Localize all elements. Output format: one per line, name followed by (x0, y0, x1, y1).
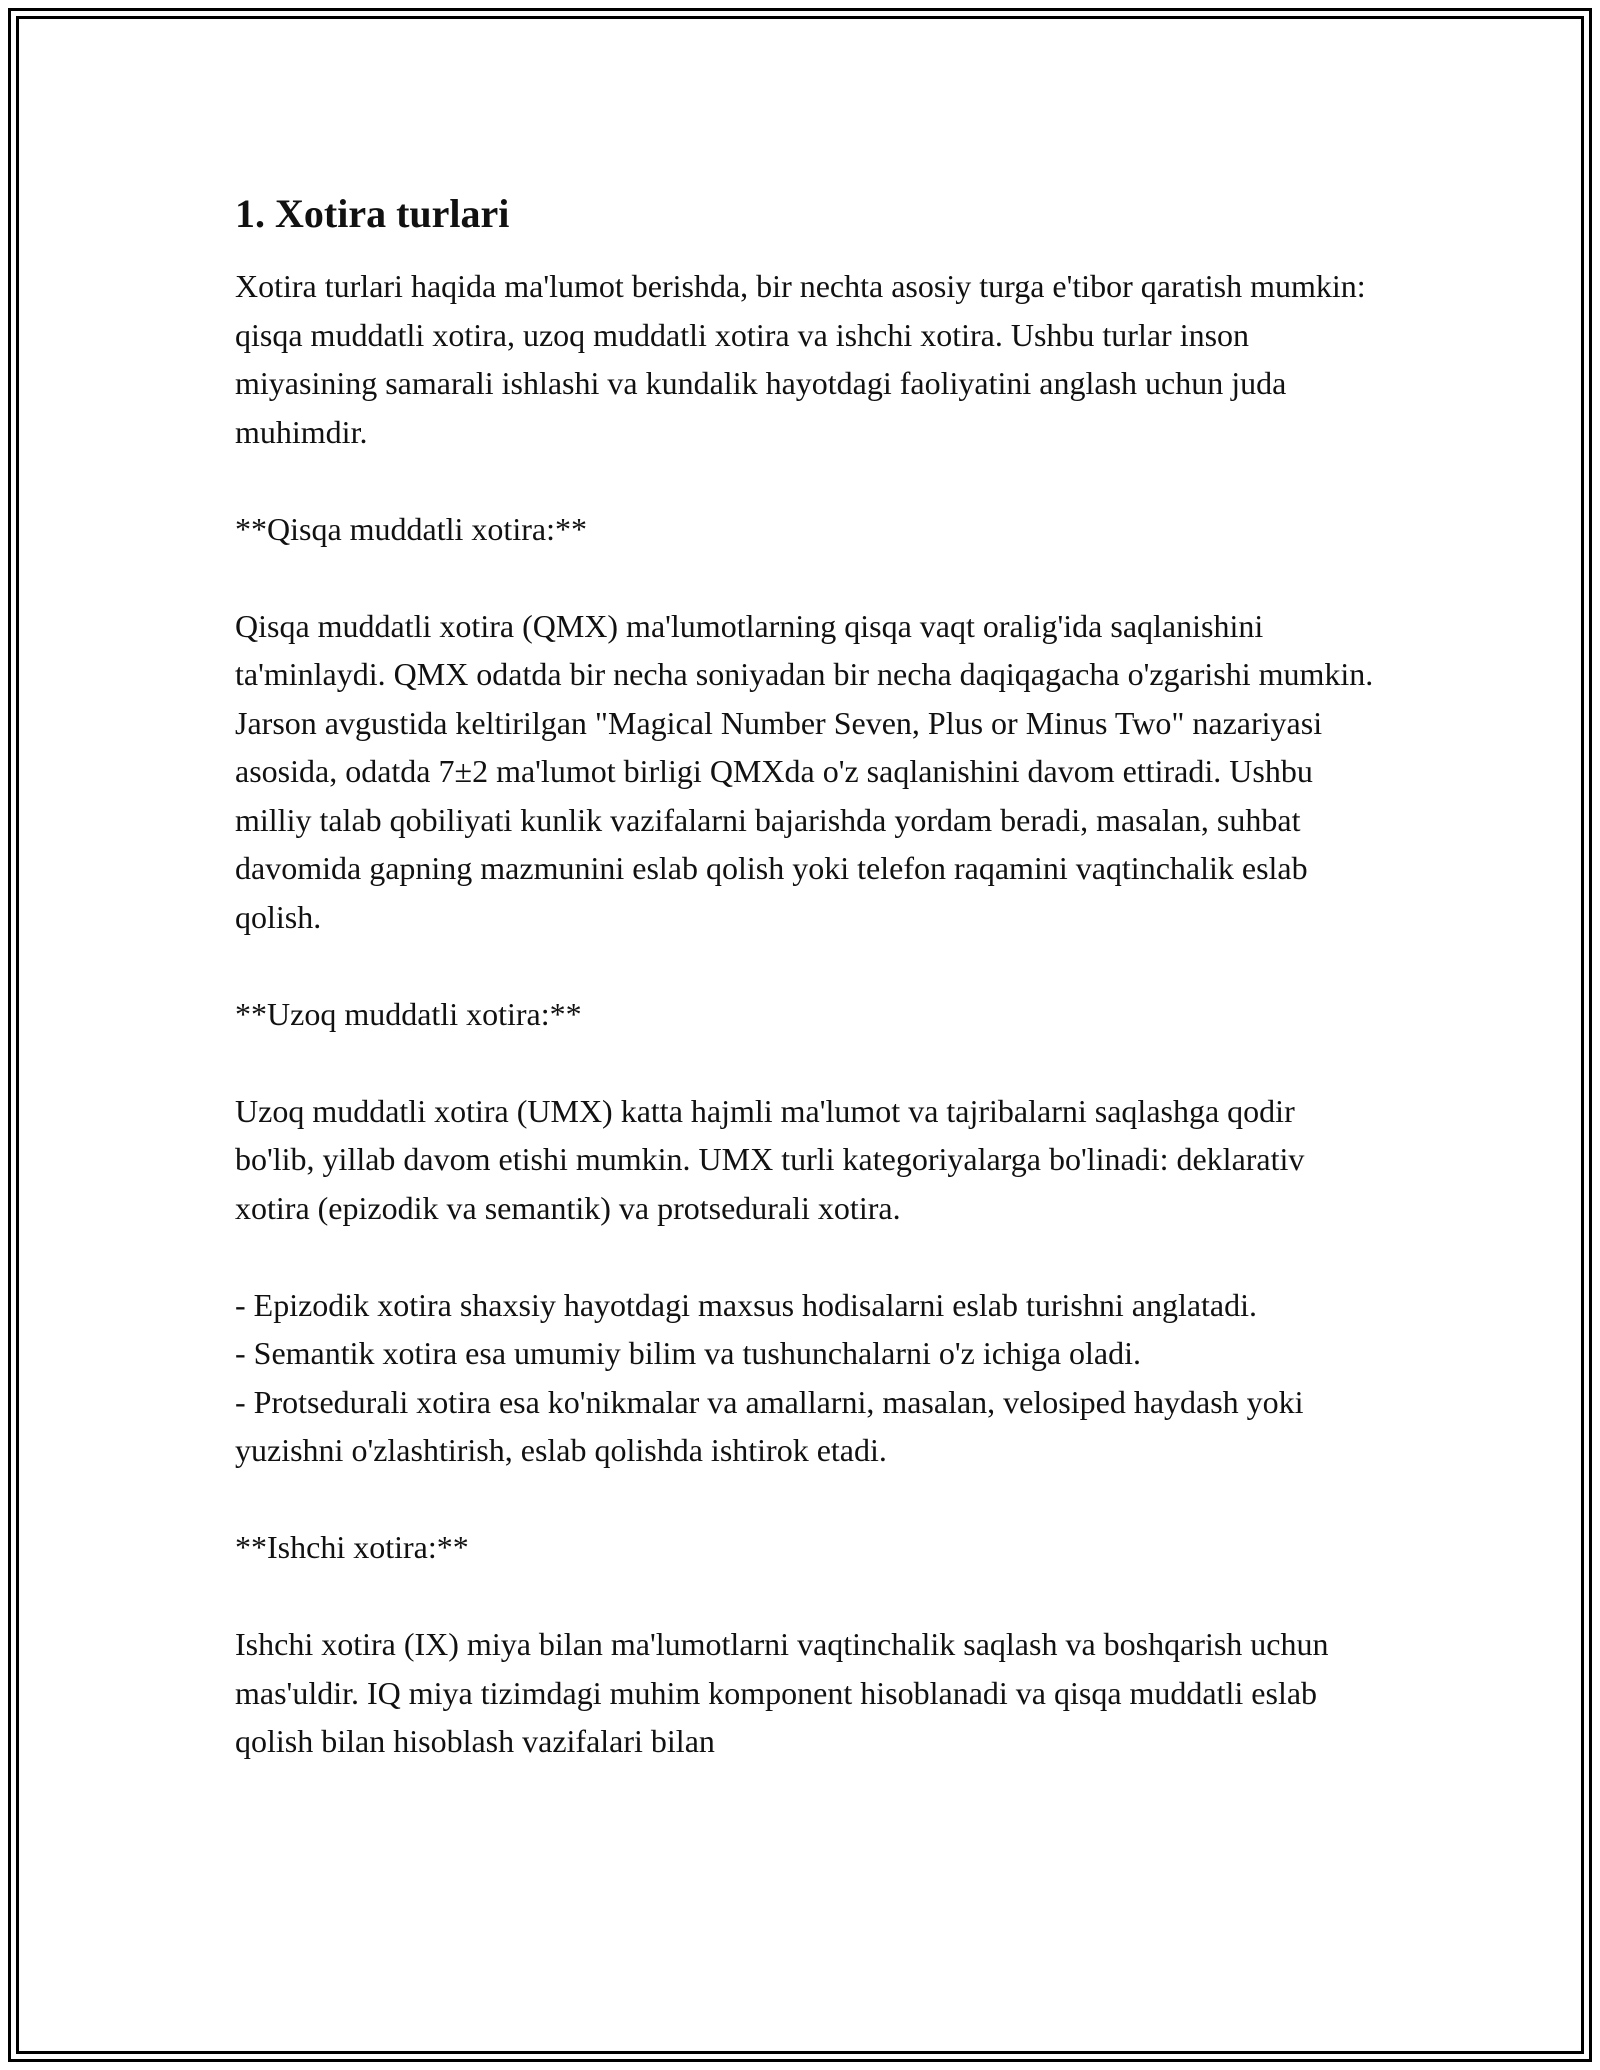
long-term-paragraph: Uzoq muddatli xotira (UMX) katta hajmli ma'lumot va tajribalarni saqlashga qodir bo'lib, yillab davom etishi mumkin. UMX turli kategoriyalarga bo'linadi: deklarativ xotira (epizodik va semantik) va protsedurali xotira. (235, 1092, 1305, 1226)
intro-paragraph: Xotira turlari haqida ma'lumot berishda, bir nechta asosiy turga e'tibor qaratish mumkin: qisqa muddatli xotira, uzoq muddatli xotira va ishchi xotira. Ushbu turlar inson miyasining samarali ishlashi va kundalik hayotdagi faoliyatini anglash uchun juda muhimdir. (235, 268, 1366, 450)
list-item: - Protsedurali xotira esa ko'nikmalar va amallarni, masalan, velosiped haydash yoki yuzishni o'zlashtirish, eslab qolishda ishtirok etadi. (235, 1383, 1304, 1468)
working-memory-paragraph: Ishchi xotira (IX) miya bilan ma'lumotlarni vaqtinchalik saqlash va boshqarish uchun mas'uldir. IQ miya tizimdagi muhim komponent hisoblanadi va qisqa muddatli eslab qolish bilan hisoblash vazifalari bilan (235, 1626, 1329, 1759)
short-term-paragraph: Qisqa muddatli xotira (QMX) ma'lumotlarning qisqa vaqt oralig'ida saqlanishini ta'minlaydi. QMX odatda bir necha soniyadan bir necha daqiqagacha o'zgarishi mumkin. Jarson avgustida keltirilgan "Magical Number Seven, Plus or Minus Two" nazariyasi asosida, odatda 7±2 ma'lumot birligi QMXda o'z saqlanishini davom ettiradi. Ushbu milliy talab qobiliyati kunlik vazifalarni bajarishda yordam beradi, masalan, suhbat davomida gapning mazmunini eslab qolish yoki telefon raqamini vaqtinchalik eslab qolish. (235, 607, 1374, 935)
memory-type-list (235, 1281, 1375, 1475)
section-heading-short-term: **Qisqa muddatli xotira:** (235, 510, 587, 547)
list-item: - Semantik xotira esa umumiy bilim va tushunchalarni o'z ichiga oladi. (235, 1335, 1141, 1371)
section-heading-long-term: **Uzoq muddatli xotira:** (235, 995, 582, 1032)
document-body (235, 188, 1375, 1814)
list-item: - Epizodik xotira shaxsiy hayotdagi maxsus hodisalarni eslab turishni anglatadi. (235, 1286, 1258, 1323)
page-title: 1. Xotira turlari (235, 191, 510, 236)
section-heading-working: **Ishchi xotira:** (235, 1529, 469, 1565)
